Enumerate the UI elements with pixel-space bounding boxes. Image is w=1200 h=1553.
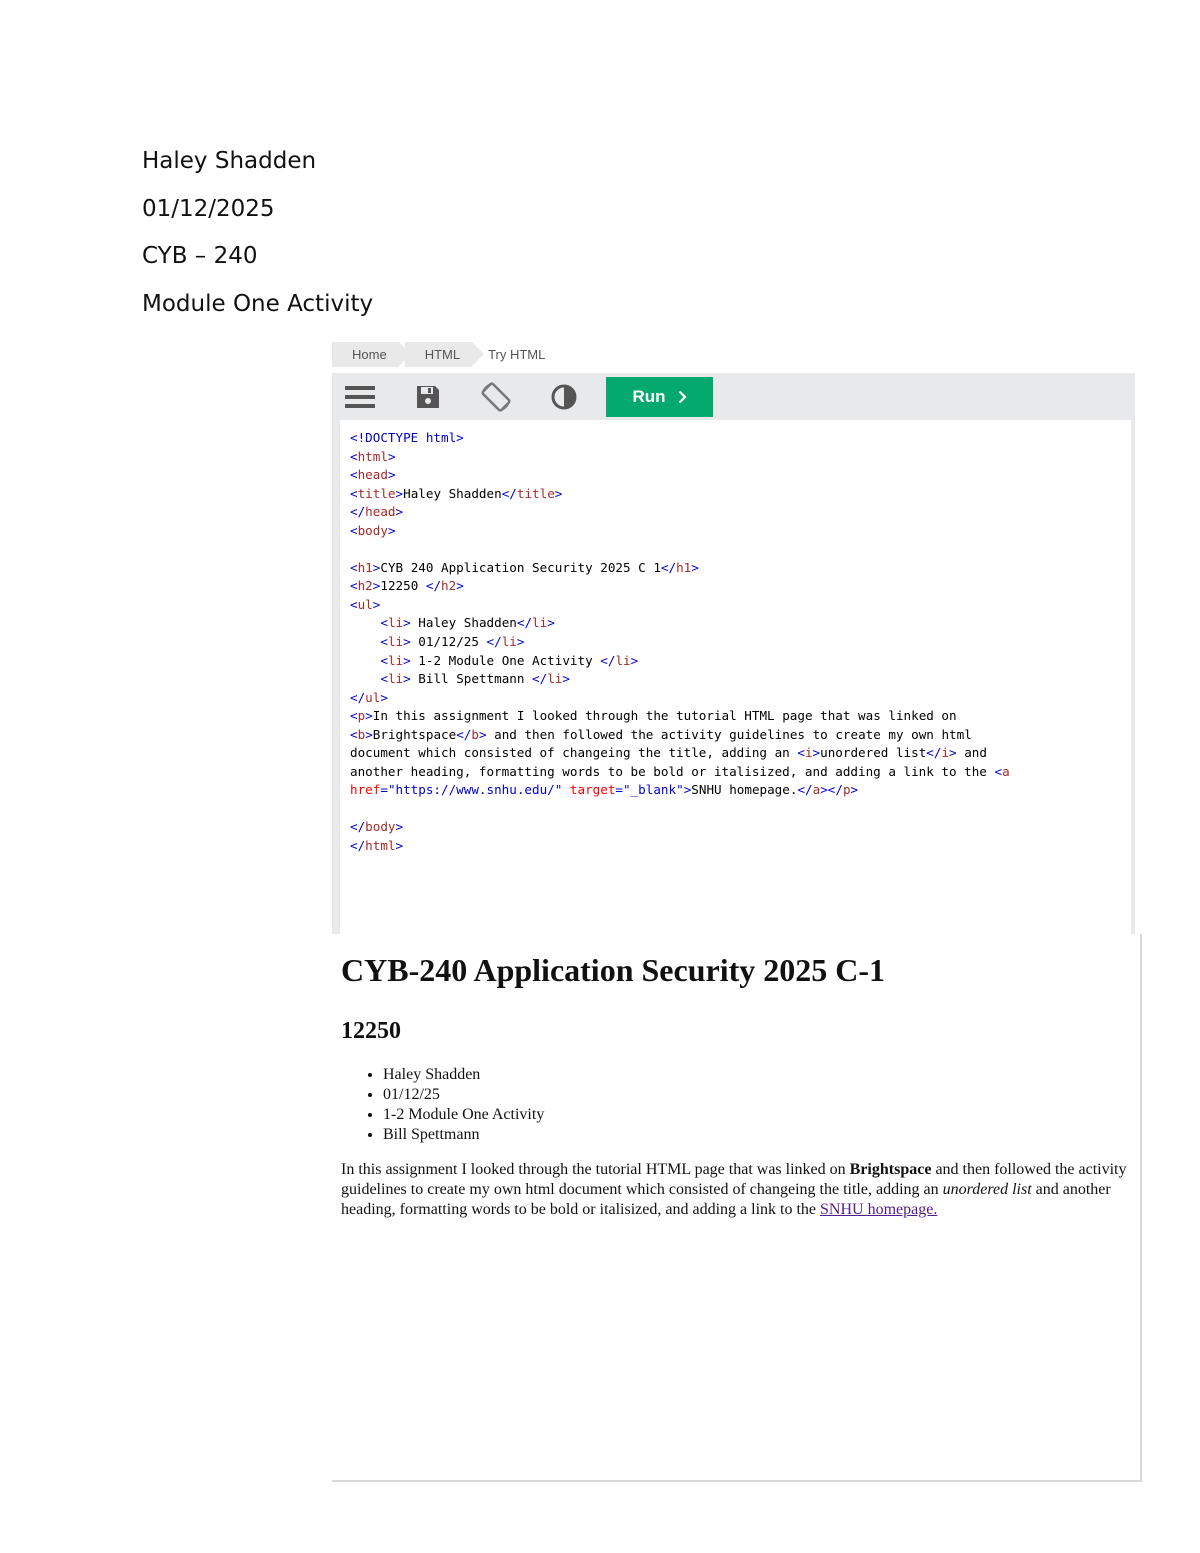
list-item: • 1-2 Module One Activity bbox=[383, 1105, 544, 1125]
contrast-icon[interactable] bbox=[541, 374, 587, 420]
result-list bbox=[341, 1065, 544, 1145]
paragraph-text: and then followed the activity guidelines to create my own html document which consisted of changeing the title, adding an bbox=[341, 1161, 1127, 1198]
result-heading-1: CYB-240 Application Security 2025 C-1 bbox=[341, 952, 885, 988]
code-h2-text: 12250 bbox=[380, 578, 426, 594]
breadcrumb-home[interactable]: Home bbox=[332, 342, 399, 367]
run-button[interactable] bbox=[606, 377, 713, 417]
code-title-text: Haley Shadden bbox=[403, 485, 502, 501]
code-content: <!DOCTYPE html> <html> <head> <title>Haley Shadden</title> </head> <body> <h1>CYB 240 Application Security 2025 C 1</h1> <h2>12250 </h2> <ul> <li> Haley Shadden</li> <li> 01/12/25 </li> <li> 1-2 Module One Activity </li> <li> Bill Spettmann </li> </ul> <p>In this assignment I looked through the tutorial HTML page that was linked on <b>Brightspace</b> and then followed the activity guidelines to create my own html document which consisted of changeing the title, adding an <i>unordered list</i> and another heading, formatting words to be bold or italisized, and adding a link to the <a href="https://www.snhu.edu/" target="_blank">SNHU homepage.</a></p> </body> </html> bbox=[350, 430, 1010, 854]
code-p-text: and bbox=[956, 745, 987, 761]
editor-screenshot bbox=[332, 340, 1142, 1218]
code-target-value: "_blank" bbox=[623, 782, 684, 798]
result-paragraph bbox=[341, 1160, 1131, 1220]
code-i-text: unordered list bbox=[820, 745, 927, 761]
code-editor-textarea[interactable] bbox=[340, 420, 1131, 934]
document-date: 01/12/2025 bbox=[142, 195, 275, 222]
breadcrumb-try-html: Try HTML bbox=[488, 347, 546, 362]
code-p-text: document which consisted of changeing the title, adding an bbox=[350, 745, 798, 761]
result-heading-2: 12250 bbox=[341, 1018, 401, 1044]
breadcrumb bbox=[332, 340, 1142, 369]
rotate-icon[interactable] bbox=[473, 374, 519, 420]
editor-toolbar bbox=[332, 373, 1135, 420]
code-link-text: SNHU homepage. bbox=[691, 782, 798, 798]
result-preview bbox=[332, 934, 1142, 1482]
save-icon[interactable] bbox=[405, 374, 451, 420]
code-p-text: another heading, formatting words to be bold or italisized, and adding a link to the bbox=[350, 763, 995, 779]
code-doctype: <!DOCTYPE html> bbox=[350, 430, 464, 445]
snhu-homepage-link[interactable]: SNHU homepage. bbox=[820, 1201, 938, 1218]
document-header bbox=[142, 138, 373, 328]
code-p-text: and then followed the activity guidelines to create my own html bbox=[486, 726, 972, 742]
list-item: • 01/12/25 bbox=[383, 1085, 544, 1105]
assignment-title: Module One Activity bbox=[142, 290, 374, 317]
run-button-label: Run bbox=[632, 386, 666, 406]
chevron-right-icon bbox=[678, 390, 687, 404]
code-p-text: In this assignment I looked through the tutorial HTML page that was linked on bbox=[372, 708, 957, 724]
code-editor bbox=[332, 420, 1135, 934]
italic-text: unordered list bbox=[942, 1181, 1032, 1198]
code-li-text: Haley Shadden bbox=[410, 615, 517, 631]
list-item: • Bill Spettmann bbox=[383, 1125, 544, 1145]
code-li-text: 1-2 Module One Activity bbox=[410, 652, 601, 668]
list-item: • Haley Shadden bbox=[383, 1065, 544, 1085]
breadcrumb-html[interactable]: HTML bbox=[405, 342, 472, 367]
course-code: CYB – 240 bbox=[142, 243, 258, 269]
author-name: Haley Shadden bbox=[142, 148, 317, 174]
paragraph-text: and another heading, formatting words to be bold or italisized, and adding a link to the bbox=[341, 1181, 1111, 1218]
code-li-text: Bill Spettmann bbox=[410, 671, 533, 687]
code-h1-text: CYB 240 Application Security 2025 C 1 bbox=[380, 559, 661, 575]
code-b-text: Brightspace bbox=[372, 726, 457, 742]
code-li-text: 01/12/25 bbox=[410, 634, 487, 650]
paragraph-text: In this assignment I looked through the tutorial HTML page that was linked on bbox=[341, 1161, 850, 1178]
code-href-value: "https://www.snhu.edu/" bbox=[387, 782, 563, 798]
menu-icon[interactable] bbox=[337, 374, 383, 420]
bold-text: Brightspace bbox=[849, 1161, 932, 1178]
